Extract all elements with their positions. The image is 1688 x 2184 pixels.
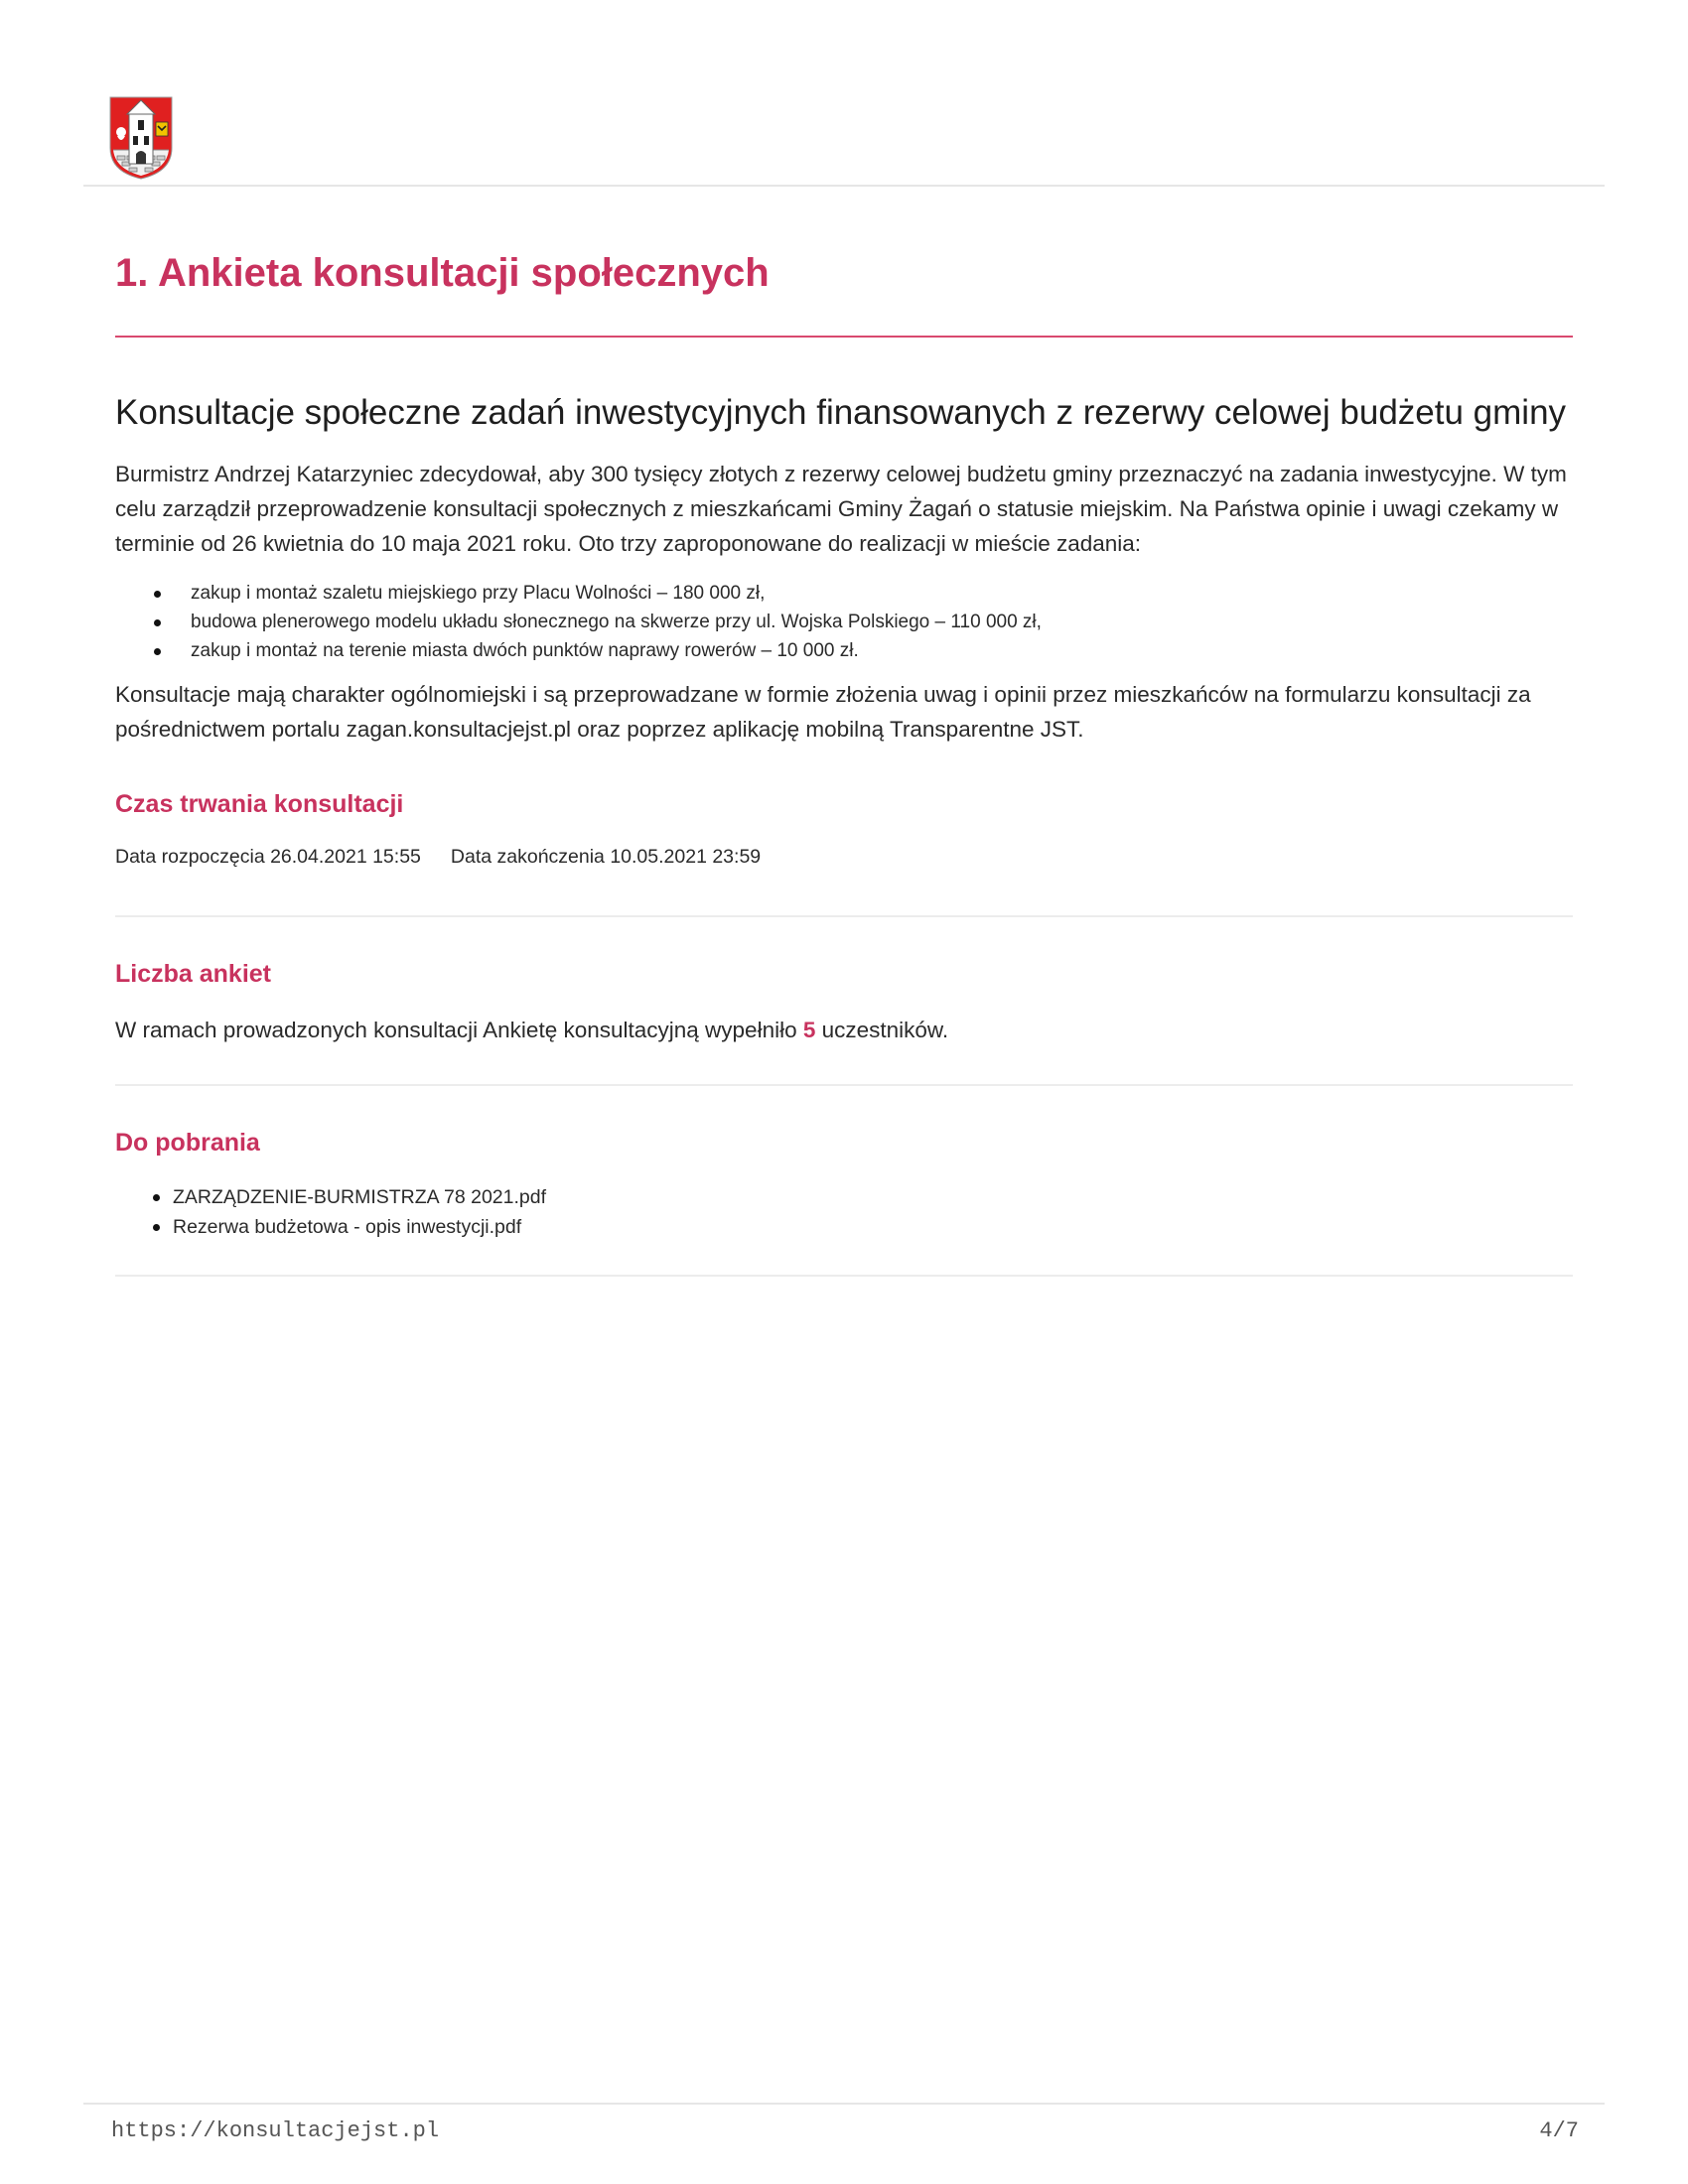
survey-count-text xyxy=(115,1018,948,1043)
survey-count-value: 5 xyxy=(802,1018,816,1042)
list-item: zakup i montaż szaletu miejskiego przy Placu Wolności – 180 000 zł, xyxy=(191,579,1042,608)
consultation-subtitle: Konsultacje społeczne zadań inwestycyjnych finansowanych z rezerwy celowej budżetu gminy xyxy=(115,393,1567,432)
section-divider xyxy=(115,915,1573,917)
download-link[interactable]: ZARZĄDZENIE-BURMISTRZA 78 2021.pdf xyxy=(173,1182,546,1212)
page-title: 1. Ankieta konsultacji społecznych xyxy=(115,251,770,295)
download-list xyxy=(173,1182,546,1242)
survey-count-heading: Liczba ankiet xyxy=(115,960,271,988)
survey-count-suffix: uczestników. xyxy=(815,1018,949,1042)
page-number: 4/7 xyxy=(1539,2118,1579,2143)
section-divider xyxy=(115,1084,1573,1086)
section-divider xyxy=(115,1275,1573,1277)
downloads-heading: Do pobrania xyxy=(115,1129,260,1157)
survey-count-prefix: W ramach prowadzonych konsultacji Ankietę konsultacyjną wypełniło xyxy=(115,1018,803,1042)
start-date: Data rozpoczęcia 26.04.2021 15:55 xyxy=(115,846,421,868)
consultation-description: Konsultacje mają charakter ogólnomiejski i są przeprowadzane w formie złożenia uwag i opinii przez mieszkańców na formularzu konsultacji za pośrednictwem portalu zagan.konsultacjejst.pl oraz poprzez aplikację mobilną Transparentne JST. xyxy=(115,682,1531,742)
title-divider xyxy=(115,336,1573,338)
download-link[interactable]: Rezerwa budżetowa - opis inwestycji.pdf xyxy=(173,1212,546,1242)
duration-heading: Czas trwania konsultacji xyxy=(115,790,404,818)
intro-paragraph: Burmistrz Andrzej Katarzyniec zdecydował, aby 300 tysięcy złotych z rezerwy celowej budżetu gminy przeznaczyć na zadania inwestycyjne. W tym celu zarządził przeprowadzenie konsultacji społecznych z mieszkańcami Gminy Żagań o statusie miejskim. Na Państwa opinie i uwagi czekamy w terminie od 26 kwietnia do 10 maja 2021 roku. Oto trzy zaproponowane do realizacji w mieście zadania: xyxy=(115,462,1567,556)
coat-of-arms-logo xyxy=(109,96,173,180)
footer-url: https://konsultacjejst.pl xyxy=(111,2118,440,2143)
task-list xyxy=(191,579,1042,665)
list-item: zakup i montaż na terenie miasta dwóch punktów naprawy rowerów – 10 000 zł. xyxy=(191,636,1042,665)
footer-divider xyxy=(83,2103,1605,2105)
duration-dates xyxy=(115,846,761,869)
list-item: budowa plenerowego modelu układu słonecznego na skwerze przy ul. Wojska Polskiego – 110 000 zł, xyxy=(191,608,1042,636)
page-header xyxy=(83,0,1605,187)
end-date: Data zakończenia 10.05.2021 23:59 xyxy=(450,846,762,868)
